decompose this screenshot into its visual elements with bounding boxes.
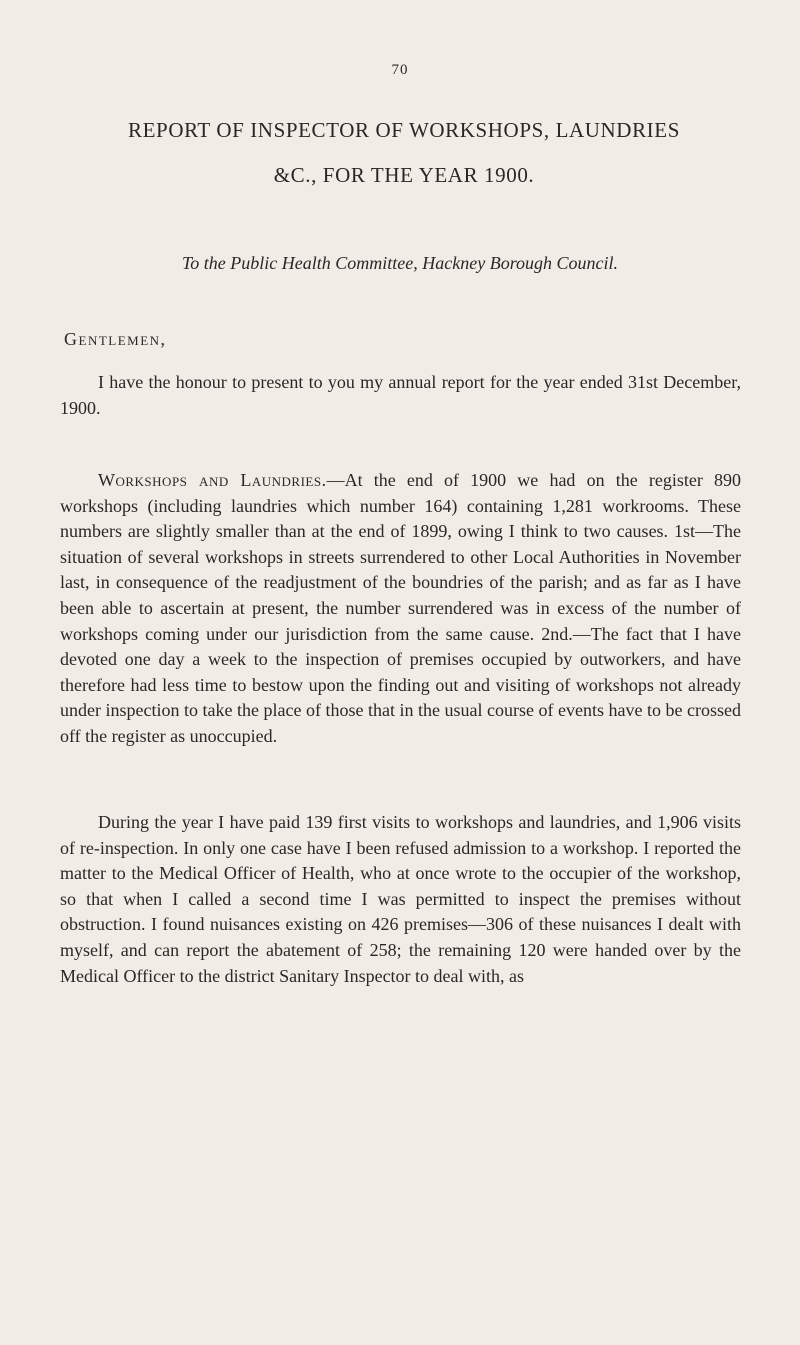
workshops-heading: Workshops and Laundries. — [98, 470, 327, 490]
visits-paragraph: During the year I have paid 139 first visits to workshops and laundries, and 1,906 visits of re-inspection. In only one case have I been refused admission to a workshop. I reported the matter to the Medical Officer of Health, who at once wrote to the occupier of the workshop, so that when I called a second time I was permitted to inspect the premises without obstruction. I found nuisances existing on 426 premises—306 of these nuisances I dealt with myself, and can report the abatement of 258; the remaining 120 were handed over by the Medical Officer to the district Sanitary Inspector to deal with, as — [60, 812, 741, 986]
page-number: 70 — [391, 62, 409, 78]
intro-paragraph: I have the honour to present to you my annual report for the year ended 31st December, 1900. — [60, 372, 741, 418]
addressee-line: To the Public Health Committee, Hackney Borough Council. — [181, 253, 619, 273]
report-title-line-2: &C., FOR THE YEAR 1900. — [273, 163, 535, 187]
workshops-paragraph — [60, 468, 741, 750]
salutation: Gentlemen, — [64, 329, 167, 349]
workshops-body: —At the end of 1900 we had on the register 890 workshops (including laundries which number 164) containing 1,281 workrooms. These numbers are slightly smaller than at the end of 1899, owing I think to two causes. 1st—The situation of several workshops in streets surrendered to other Local Authorities in November last, in consequence of the readjustment of the boundries of the parish; and as far as I have been able to ascertain at present, the number surrendered was in excess of the number of workshops coming under our jurisdiction from the same cause. 2nd.—The fact that I have devoted one day a week to the inspection of premises occupied by outworkers, and have therefore had less time to bestow upon the finding out and visiting of workshops not already under inspection to take the place of those that in the usual course of events have to be crossed off the register as unoccupied. — [60, 470, 741, 746]
report-title-line-1: REPORT OF INSPECTOR OF WORKSHOPS, LAUNDRIES — [128, 118, 680, 142]
